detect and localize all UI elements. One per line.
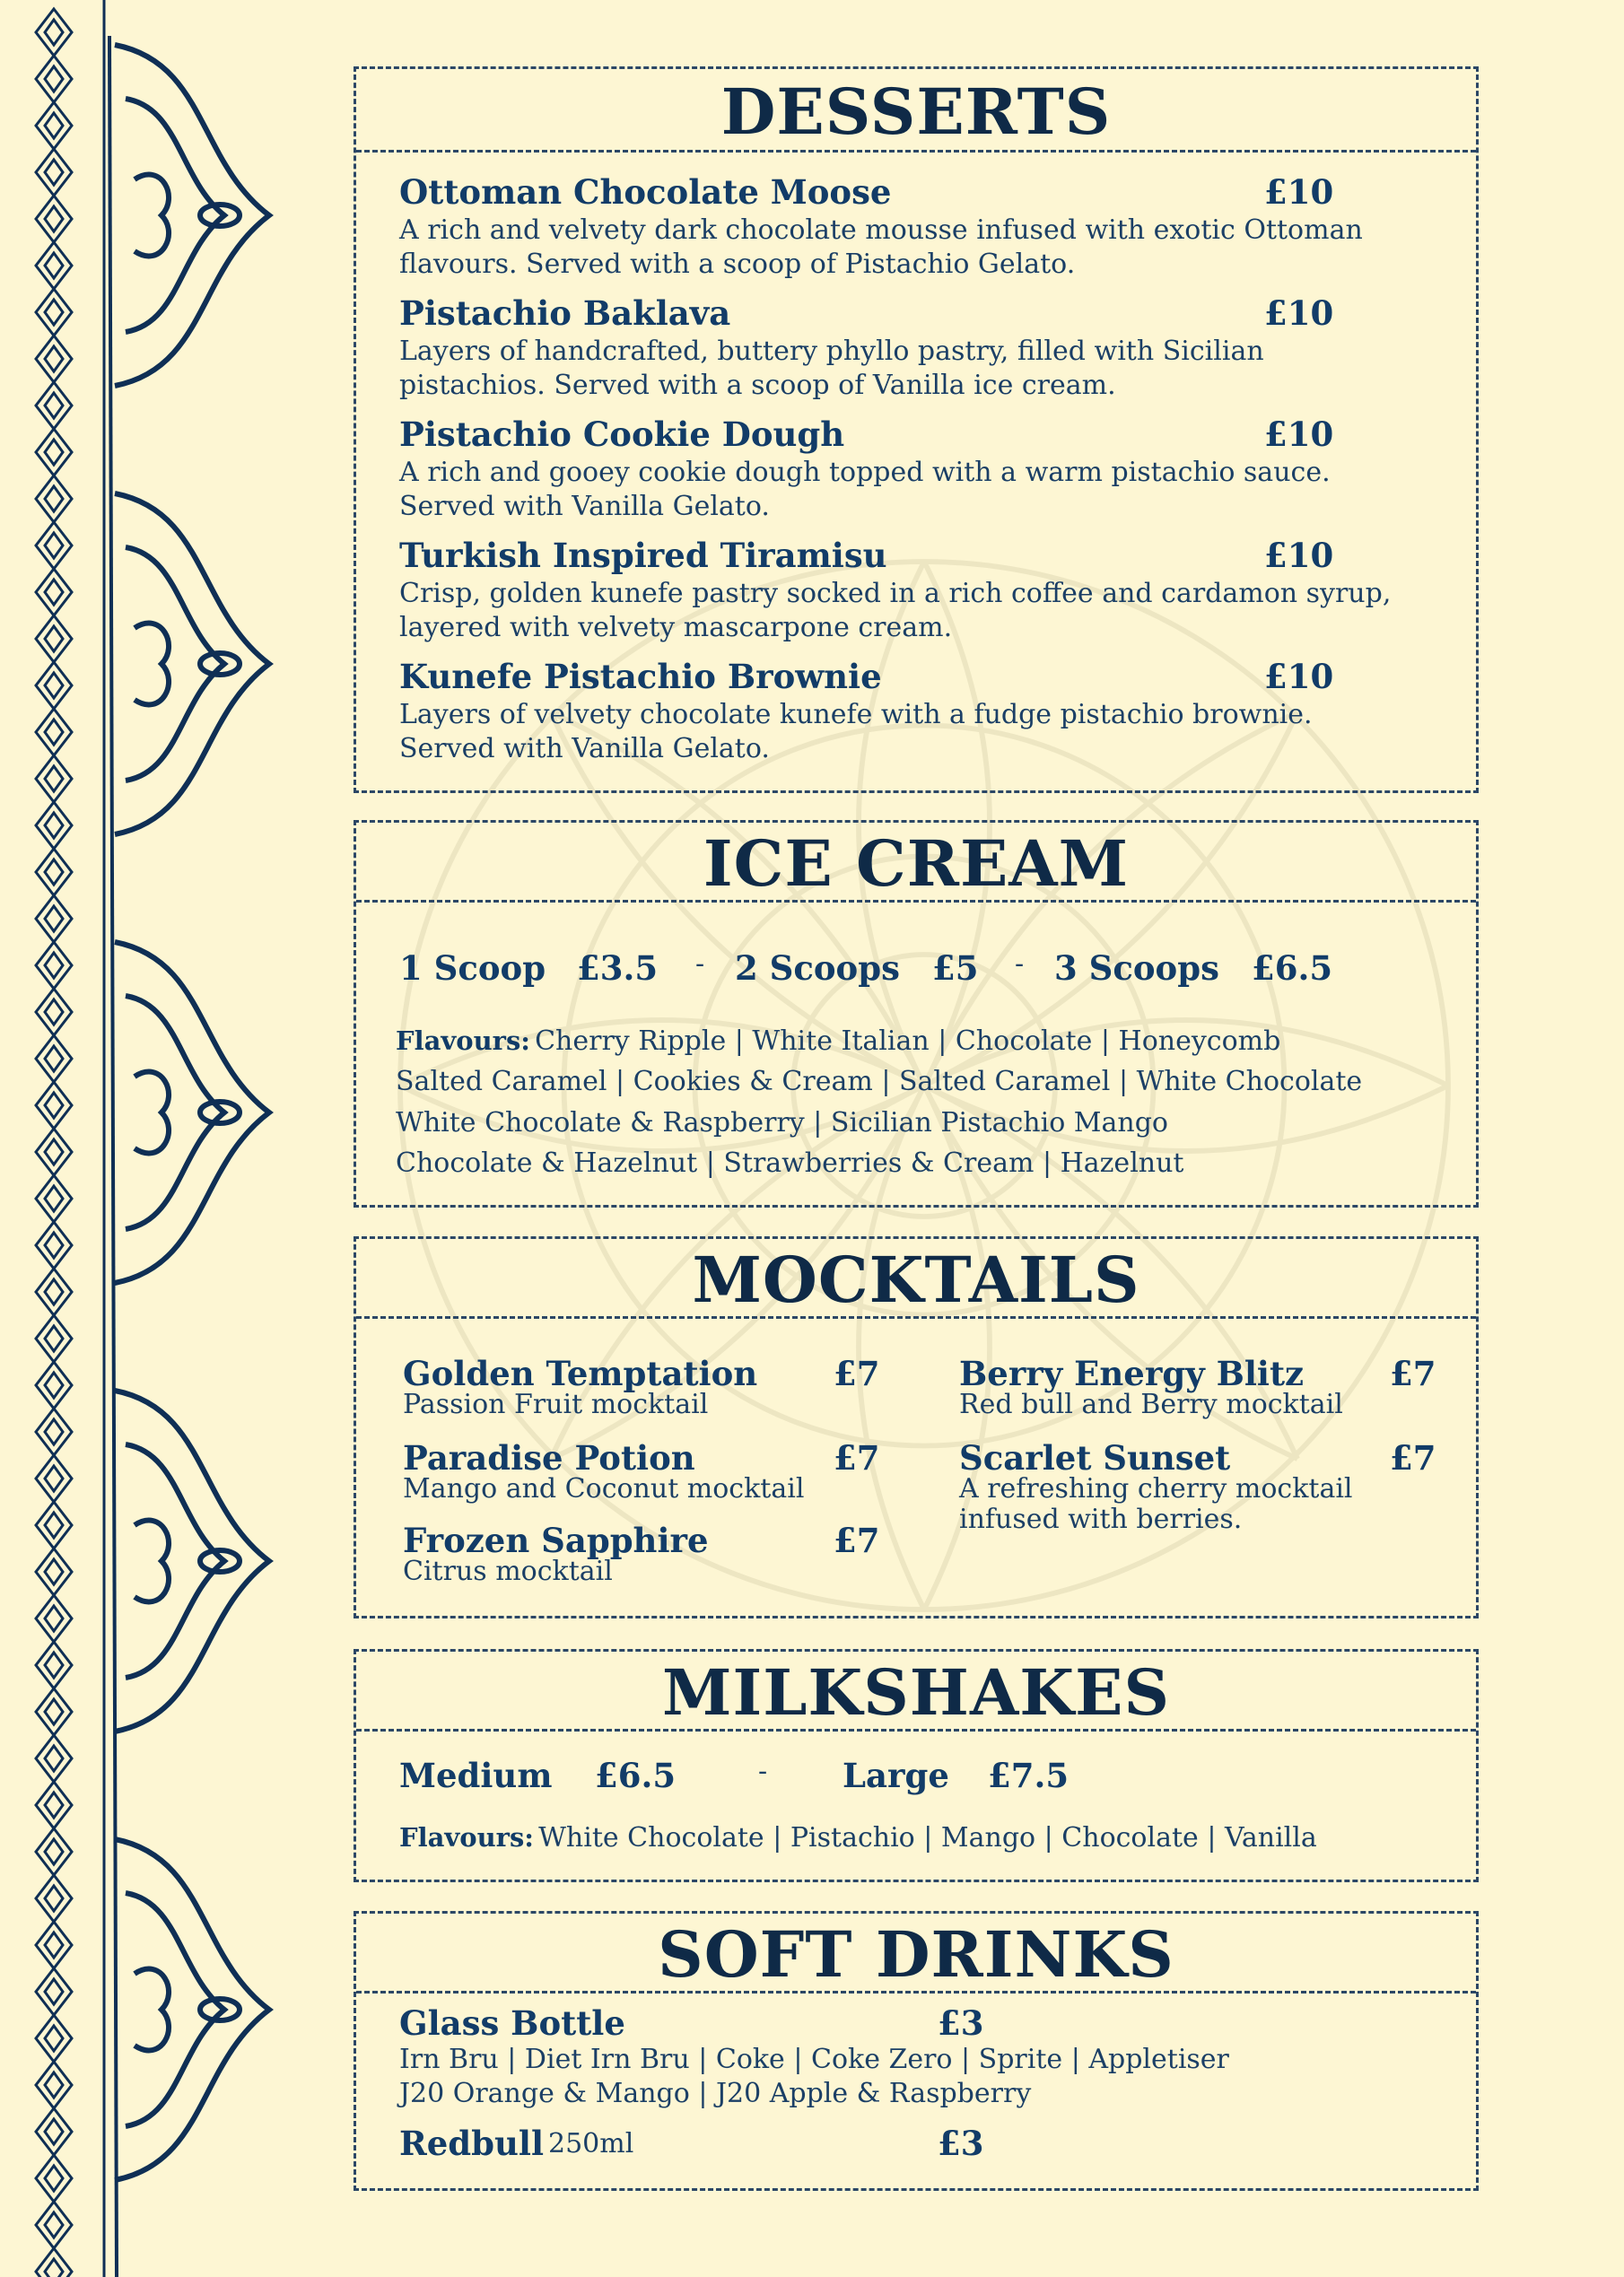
border-diamond bbox=[36, 1082, 72, 1129]
border-diamond bbox=[36, 1455, 72, 1502]
mocktails-section bbox=[354, 1236, 1479, 1618]
border-diamond bbox=[45, 440, 63, 465]
border-diamond bbox=[45, 1139, 63, 1165]
redbull-name: Redbull bbox=[399, 2124, 545, 2163]
flavour-line: Chocolate & Hazelnut | Strawberries & Cream | Hazelnut bbox=[396, 1147, 1184, 1179]
border-diamond bbox=[36, 662, 72, 709]
mocktail-price: £7 bbox=[834, 1521, 880, 1560]
dessert-description: Served with Vanilla Gelato. bbox=[399, 733, 770, 765]
border-diamond bbox=[45, 813, 63, 838]
border-diamond bbox=[36, 1502, 72, 1549]
border-diamond bbox=[45, 859, 63, 885]
border-diamond bbox=[45, 766, 63, 791]
border-diamond bbox=[36, 149, 72, 196]
desserts-section bbox=[354, 66, 1479, 793]
border-diamond bbox=[45, 2166, 63, 2191]
border-diamond bbox=[36, 1362, 72, 1409]
desserts-title: DESSERTS bbox=[356, 69, 1476, 153]
border-diamond bbox=[45, 1793, 63, 1818]
glass-bottle-item bbox=[399, 2003, 1440, 2111]
mocktail-name: Scarlet Sunset bbox=[959, 1438, 1231, 1478]
size-2-label: 2 Scoops bbox=[735, 948, 900, 988]
border-diamond bbox=[36, 289, 72, 336]
soft-drinks-section bbox=[354, 1911, 1479, 2191]
border-diamond bbox=[36, 382, 72, 429]
border-diamond bbox=[45, 1326, 63, 1351]
flavours-text: Cherry Ripple | White Italian | Chocolate | Honeycomb bbox=[535, 1025, 1281, 1057]
dessert-name: Turkish Inspired Tiramisu bbox=[399, 536, 887, 575]
border-diamond bbox=[36, 2015, 72, 2062]
border-diamond bbox=[36, 1922, 72, 1968]
border-diamond bbox=[45, 2119, 63, 2144]
size-1-label: 1 Scoop bbox=[399, 948, 546, 988]
border-diamond bbox=[45, 1373, 63, 1398]
border-diamond bbox=[36, 2202, 72, 2248]
flavour-line: Salted Caramel | Cookies & Cream | Salted Caramel | White Chocolate bbox=[396, 1066, 1363, 1097]
border-diamond bbox=[45, 206, 63, 231]
dessert-description: flavours. Served with a scoop of Pistachio Gelato. bbox=[399, 249, 1076, 281]
border-diamond bbox=[36, 1642, 72, 1688]
border-diamond bbox=[45, 1513, 63, 1538]
mocktail-name: Paradise Potion bbox=[403, 1438, 695, 1478]
border-diamond bbox=[36, 56, 72, 102]
glass-bottle-price: £3 bbox=[938, 2003, 984, 2043]
border-diamond bbox=[45, 953, 63, 978]
flavours-label: Flavours: bbox=[396, 1025, 530, 1056]
border-diamond bbox=[36, 1269, 72, 1315]
flavours-label: Flavours: bbox=[399, 1822, 534, 1853]
dessert-description: Layers of velvety chocolate kunefe with a fudge pistachio brownie. bbox=[399, 699, 1313, 730]
size-3-label: 3 Scoops bbox=[1054, 948, 1219, 988]
dessert-name: Kunefe Pistachio Brownie bbox=[399, 657, 882, 696]
mocktail-description: A refreshing cherry mocktail bbox=[959, 1473, 1353, 1505]
mocktail-price: £7 bbox=[1390, 1354, 1436, 1393]
border-diamond bbox=[36, 1549, 72, 1595]
size-1-price: £3.5 bbox=[577, 948, 659, 988]
mocktail-name: Frozen Sapphire bbox=[403, 1521, 709, 1560]
dessert-price: £10 bbox=[1264, 293, 1334, 333]
border-diamond bbox=[45, 1932, 63, 1958]
flavour-line: White Chocolate & Raspberry | Sicilian Pistachio Mango bbox=[396, 1107, 1168, 1138]
border-diamond bbox=[36, 895, 72, 942]
border-diamond bbox=[36, 2108, 72, 2155]
border-diamond bbox=[36, 1875, 72, 1922]
dessert-price: £10 bbox=[1264, 657, 1334, 696]
dessert-description: Crisp, golden kunefe pastry socked in a rich coffee and cardamon syrup, bbox=[399, 578, 1392, 609]
border-diamond bbox=[45, 486, 63, 511]
dessert-item bbox=[399, 657, 1440, 766]
border-diamond bbox=[36, 1688, 72, 1735]
border-diamond bbox=[36, 2248, 72, 2277]
mocktail-description: Mango and Coconut mocktail bbox=[403, 1473, 805, 1505]
milkshake-sizes bbox=[399, 1756, 1386, 1797]
border-diamond bbox=[45, 533, 63, 558]
dessert-price: £10 bbox=[1264, 172, 1334, 212]
border-diamond bbox=[36, 755, 72, 802]
border-diamond bbox=[45, 1419, 63, 1444]
border-diamond bbox=[36, 989, 72, 1035]
border-diamond bbox=[45, 906, 63, 931]
dessert-description: Served with Vanilla Gelato. bbox=[399, 491, 770, 523]
ornamental-border bbox=[0, 0, 287, 2277]
border-diamond bbox=[36, 1828, 72, 1875]
border-diamond bbox=[36, 522, 72, 569]
soft-drinks-title: SOFT DRINKS bbox=[356, 1914, 1476, 1993]
border-diamond bbox=[45, 346, 63, 371]
border-diamond bbox=[36, 709, 72, 755]
border-diamond bbox=[36, 2155, 72, 2202]
ice-cream-section bbox=[354, 820, 1479, 1208]
border-diamond bbox=[45, 720, 63, 745]
border-diamond bbox=[36, 615, 72, 662]
dessert-item bbox=[399, 293, 1440, 403]
flavours-text: White Chocolate | Pistachio | Mango | Chocolate | Vanilla bbox=[538, 1822, 1317, 1854]
border-diamond bbox=[45, 1186, 63, 1211]
border-diamond bbox=[45, 1046, 63, 1071]
border-diamond bbox=[36, 849, 72, 895]
border-diamond bbox=[45, 626, 63, 651]
size-3-price: £6.5 bbox=[1252, 948, 1333, 988]
border-diamond bbox=[36, 1409, 72, 1455]
border-diamond bbox=[45, 2026, 63, 2051]
mocktail-description: Citrus mocktail bbox=[403, 1556, 613, 1587]
border-diamond bbox=[45, 2259, 63, 2277]
mocktail-price: £7 bbox=[834, 1438, 880, 1478]
milkshake-flavour-line bbox=[399, 1822, 1317, 1854]
mocktail-description: Passion Fruit mocktail bbox=[403, 1389, 709, 1420]
ice-cream-sizes bbox=[399, 948, 1440, 990]
dessert-item bbox=[399, 172, 1440, 282]
mocktail-item bbox=[959, 1438, 1444, 1534]
glass-bottle-name: Glass Bottle bbox=[399, 2003, 625, 2043]
border-diamond bbox=[36, 336, 72, 382]
mocktails-title: MOCKTAILS bbox=[356, 1239, 1476, 1319]
border-diamond bbox=[36, 1315, 72, 1362]
border-diamond bbox=[45, 20, 63, 45]
dessert-price: £10 bbox=[1264, 536, 1334, 575]
border-diamond bbox=[36, 9, 72, 56]
border-diamond bbox=[45, 1606, 63, 1631]
border-diamond bbox=[36, 1595, 72, 1642]
border-diamond bbox=[45, 66, 63, 92]
border-diamond bbox=[36, 1735, 72, 1782]
dessert-description: layered with velvety mascarpone cream. bbox=[399, 612, 953, 644]
border-diamond bbox=[36, 196, 72, 242]
mocktail-description: Red bull and Berry mocktail bbox=[959, 1389, 1343, 1420]
redbull-item bbox=[399, 2124, 1440, 2163]
border-diamond bbox=[45, 160, 63, 185]
mocktail-item bbox=[403, 1521, 887, 1587]
border-diamond bbox=[45, 1093, 63, 1118]
separator: - bbox=[1015, 948, 1025, 980]
border-scroll bbox=[115, 942, 269, 1283]
mocktail-name: Golden Temptation bbox=[403, 1354, 758, 1393]
dessert-item bbox=[399, 536, 1440, 645]
border-diamond bbox=[45, 1979, 63, 2004]
border-diamond bbox=[36, 102, 72, 149]
glass-bottle-list: J20 Orange & Mango | J20 Apple & Raspberry bbox=[399, 2078, 1032, 2110]
border-diamond bbox=[45, 1839, 63, 1864]
border-diamond bbox=[36, 1782, 72, 1828]
border-diamond bbox=[45, 2072, 63, 2098]
dessert-description: A rich and gooey cookie dough topped with a warm pistachio sauce. bbox=[399, 457, 1331, 488]
border-diamond bbox=[45, 253, 63, 278]
border-diamond bbox=[45, 1699, 63, 1724]
border-diamond bbox=[45, 300, 63, 325]
border-diamond bbox=[45, 2212, 63, 2238]
border-diamond bbox=[45, 1746, 63, 1771]
medium-label: Medium bbox=[399, 1756, 553, 1795]
border-diamond bbox=[45, 1466, 63, 1491]
border-diamond bbox=[36, 475, 72, 522]
dessert-item bbox=[399, 414, 1440, 524]
medium-price: £6.5 bbox=[595, 1756, 677, 1795]
border-diamond bbox=[45, 1886, 63, 1911]
mocktail-price: £7 bbox=[1390, 1438, 1436, 1478]
border-diamond bbox=[45, 113, 63, 138]
dessert-description: Layers of handcrafted, buttery phyllo pastry, filled with Sicilian bbox=[399, 336, 1264, 367]
border-diamond bbox=[36, 2062, 72, 2108]
flavour-line bbox=[396, 1025, 1280, 1057]
separator: - bbox=[758, 1756, 768, 1787]
border-diamond bbox=[45, 999, 63, 1025]
dessert-name: Pistachio Baklava bbox=[399, 293, 731, 333]
milkshakes-section bbox=[354, 1649, 1479, 1882]
mocktail-description: infused with berries. bbox=[959, 1503, 1243, 1535]
border-scroll bbox=[115, 493, 269, 834]
border-diamond bbox=[36, 1175, 72, 1222]
mocktail-item bbox=[403, 1438, 887, 1505]
border-scroll bbox=[115, 1391, 269, 1732]
border-diamond bbox=[36, 1035, 72, 1082]
large-label: Large bbox=[843, 1756, 949, 1795]
border-diamond bbox=[36, 802, 72, 849]
dessert-description: pistachios. Served with a scoop of Vanilla ice cream. bbox=[399, 370, 1116, 402]
mocktail-item bbox=[959, 1354, 1444, 1420]
border-diamond bbox=[36, 1129, 72, 1175]
border-diamond bbox=[36, 429, 72, 475]
border-diamond bbox=[36, 942, 72, 989]
border-diamond bbox=[45, 1279, 63, 1304]
ice-cream-title: ICE CREAM bbox=[356, 823, 1476, 903]
border-diamond bbox=[36, 242, 72, 289]
border-diamond bbox=[36, 1968, 72, 2015]
dessert-name: Pistachio Cookie Dough bbox=[399, 414, 845, 454]
mocktail-item bbox=[403, 1354, 887, 1420]
border-scroll bbox=[115, 1839, 269, 2180]
border-diamond bbox=[45, 1233, 63, 1258]
border-diamond bbox=[45, 673, 63, 698]
mocktail-name: Berry Energy Blitz bbox=[959, 1354, 1305, 1393]
border-diamond bbox=[36, 1222, 72, 1269]
border-diamond bbox=[45, 1559, 63, 1584]
large-price: £7.5 bbox=[988, 1756, 1070, 1795]
border-scroll bbox=[115, 45, 269, 386]
size-2-price: £5 bbox=[932, 948, 979, 988]
border-diamond bbox=[45, 580, 63, 605]
dessert-description: A rich and velvety dark chocolate mousse infused with exotic Ottoman bbox=[399, 214, 1363, 246]
border-diamond bbox=[45, 1653, 63, 1678]
border-diamond bbox=[36, 569, 72, 615]
redbull-size: 250ml bbox=[548, 2128, 634, 2159]
dessert-name: Ottoman Chocolate Moose bbox=[399, 172, 892, 212]
border-diamond bbox=[45, 393, 63, 418]
mocktail-price: £7 bbox=[834, 1354, 880, 1393]
dessert-price: £10 bbox=[1264, 414, 1334, 454]
glass-bottle-list: Irn Bru | Diet Irn Bru | Coke | Coke Zero | Sprite | Appletiser bbox=[399, 2044, 1229, 2075]
separator: - bbox=[695, 948, 705, 980]
redbull-price: £3 bbox=[938, 2124, 984, 2163]
milkshakes-title: MILKSHAKES bbox=[356, 1652, 1476, 1732]
